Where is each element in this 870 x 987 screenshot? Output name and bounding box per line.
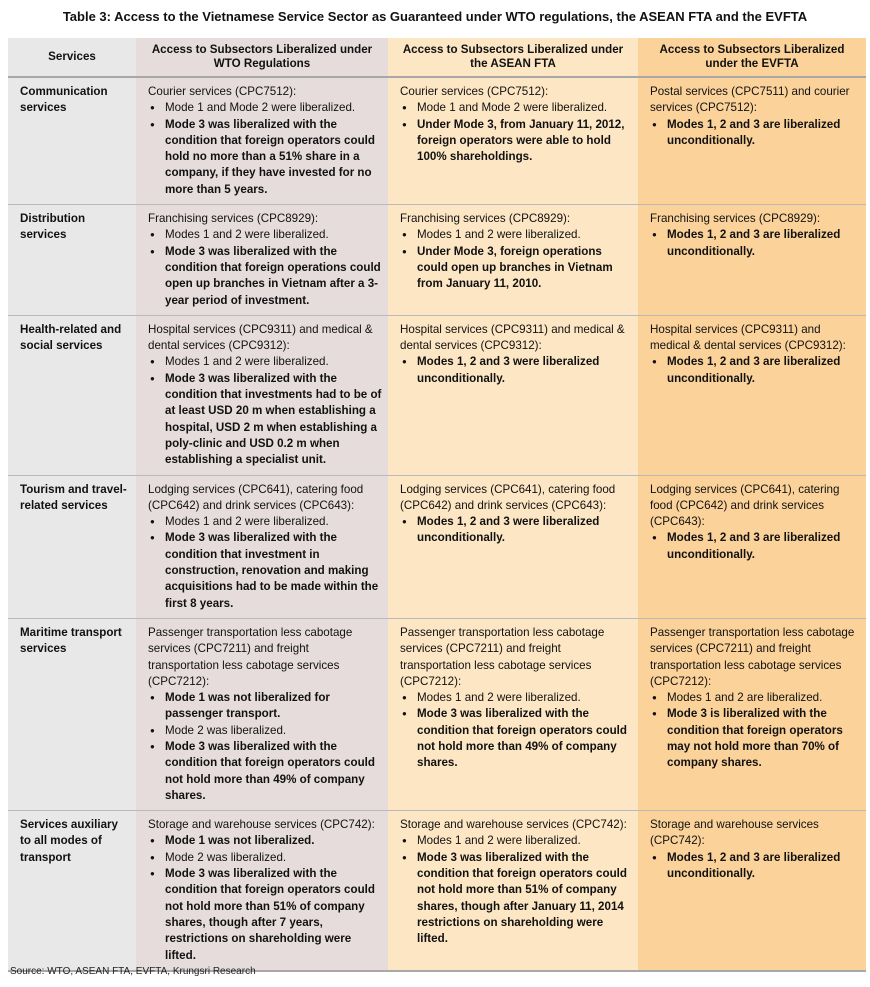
mode-item: ● Modes 1 and 2 were liberalized. (165, 514, 382, 530)
service-name: Maritime transport services (8, 618, 136, 810)
mode-list (400, 690, 632, 771)
evfta-cell (638, 205, 866, 316)
wto-cell (136, 205, 388, 316)
header-asean: Access to Subsectors Liberalized under the ASEAN FTA (388, 38, 638, 77)
table-row (8, 77, 866, 205)
header-services: Services (8, 38, 136, 77)
evfta-cell (638, 315, 866, 475)
asean-cell (388, 475, 638, 618)
mode-item: ● Modes 1 and 2 are liberalized. (667, 690, 860, 706)
service-name: Tourism and travel-related services (8, 475, 136, 618)
service-name: Services auxiliary to all modes of transport (8, 811, 136, 971)
mode-list (400, 100, 632, 165)
mode-item: ● Under Mode 3, from January 11, 2012, foreign operators were able to hold 100% shareholdings. (417, 117, 632, 166)
table-row (8, 205, 866, 316)
mode-item: ● Mode 2 was liberalized. (165, 723, 382, 739)
mode-list (400, 354, 632, 387)
subsector-intro: Lodging services (CPC641), catering food (CPC642) and drink services (CPC643): (400, 482, 616, 512)
mode-item: ● Mode 3 was liberalized with the condition that foreign operators could not hold more than 49% of company shares. (417, 706, 632, 771)
mode-list (400, 833, 632, 947)
mode-list (148, 833, 382, 963)
evfta-cell (638, 77, 866, 205)
mode-list (400, 514, 632, 547)
subsector-intro: Franchising services (CPC8929): (148, 212, 319, 226)
table-row (8, 315, 866, 475)
mode-item: ● Modes 1, 2 and 3 are liberalized unconditionally. (667, 530, 860, 563)
mode-item: ● Modes 1, 2 and 3 were liberalized unconditionally. (417, 514, 632, 547)
mode-list (148, 514, 382, 612)
table-row (8, 618, 866, 810)
table-row (8, 475, 866, 618)
mode-item: ● Modes 1 and 2 were liberalized. (417, 833, 632, 849)
mode-list (650, 850, 860, 883)
subsector-intro: Passenger transportation less cabotage services (CPC7211) and freight transportation less cabotage services (CPC7212): (400, 625, 605, 688)
mode-list (400, 227, 632, 292)
mode-item: ● Modes 1, 2 and 3 are liberalized unconditionally. (667, 117, 860, 150)
service-name: Distribution services (8, 205, 136, 316)
subsector-intro: Hospital services (CPC9311) and medical & dental services (CPC9312): (148, 322, 373, 353)
evfta-cell (638, 811, 866, 971)
subsector-intro: Lodging services (CPC641), catering food (CPC642) and drink services (CPC643): (148, 482, 364, 512)
asean-cell (388, 315, 638, 475)
subsector-intro: Storage and warehouse services (CPC742): (650, 818, 819, 848)
table-body (8, 77, 866, 971)
mode-list (650, 690, 860, 771)
wto-cell (136, 811, 388, 971)
asean-cell (388, 618, 638, 810)
wto-cell (136, 315, 388, 475)
service-name: Health-related and social services (8, 315, 136, 475)
mode-item: ● Modes 1, 2 and 3 are liberalized unconditionally. (667, 227, 860, 260)
mode-item: ● Modes 1 and 2 were liberalized. (165, 227, 382, 243)
mode-item: ● Mode 1 and Mode 2 were liberalized. (165, 100, 382, 116)
header-wto: Access to Subsectors Liberalized under WTO Regulations (136, 38, 388, 77)
mode-list (148, 354, 382, 468)
mode-item: ● Mode 3 was liberalized with the condition that foreign operators could not hold more than 51% of company shares, though after January 11, 2014 restrictions on shareholding were lifted. (417, 850, 632, 948)
mode-item: ● Modes 1, 2 and 3 are liberalized unconditionally. (667, 354, 860, 387)
wto-cell (136, 475, 388, 618)
services-table (8, 38, 866, 972)
mode-item: ● Mode 3 was liberalized with the condition that foreign operators could not hold more than 51% of company shares, though after 7 years, restrictions on shareholding were lifted. (165, 866, 382, 964)
service-name: Communication services (8, 77, 136, 205)
mode-item: ● Mode 3 is liberalized with the condition that foreign operators may not hold more than 70% of company shares. (667, 706, 860, 771)
asean-cell (388, 811, 638, 971)
mode-list (650, 530, 860, 563)
mode-list (650, 354, 860, 387)
header-row (8, 38, 866, 77)
subsector-intro: Courier services (CPC7512): (400, 85, 549, 98)
mode-list (650, 227, 860, 260)
mode-item: ● Mode 1 was not liberalized for passenger transport. (165, 690, 382, 723)
table-title: Table 3: Access to the Vietnamese Service Sector as Guaranteed under WTO regulations, the ASEAN FTA and the EVFTA (62, 9, 808, 24)
mode-list (148, 100, 382, 198)
mode-item: ● Modes 1, 2 and 3 are liberalized unconditionally. (667, 850, 860, 883)
mode-list (148, 227, 382, 308)
mode-item: ● Modes 1 and 2 were liberalized. (417, 227, 632, 243)
subsector-intro: Storage and warehouse services (CPC742): (148, 818, 375, 832)
evfta-cell (638, 618, 866, 810)
mode-item: ● Mode 3 was liberalized with the condition that investment in construction, renovation and making acquisitions had to be made within the first 8 years. (165, 530, 382, 611)
mode-item: ● Mode 3 was liberalized with the condition that foreign operations could open up branches in Vietnam after a 3-year period of investment. (165, 244, 382, 309)
mode-item: ● Mode 3 was liberalized with the condition that foreign operators could hold no more than a 51% share in a company, if they have invested for no more than 5 years. (165, 117, 382, 198)
wto-cell (136, 77, 388, 205)
asean-cell (388, 205, 638, 316)
evfta-cell (638, 475, 866, 618)
mode-item: ● Mode 1 and Mode 2 were liberalized. (417, 100, 632, 116)
subsector-intro: Passenger transportation less cabotage services (CPC7211) and freight transportation less cabotage services (CPC7212): (650, 625, 855, 688)
mode-item: ● Modes 1 and 2 were liberalized. (165, 354, 382, 370)
mode-item: ● Mode 3 was liberalized with the condition that foreign operators could not hold more than 49% of company shares. (165, 739, 382, 804)
source-note: Source: WTO, ASEAN FTA, EVFTA, Krungsri Research (10, 966, 256, 977)
mode-item: ● Mode 1 was not liberalized. (165, 833, 382, 849)
mode-item: ● Modes 1, 2 and 3 were liberalized unconditionally. (417, 354, 632, 387)
subsector-intro: Franchising services (CPC8929): (400, 212, 571, 226)
mode-item: ● Mode 2 was liberalized. (165, 850, 382, 866)
wto-cell (136, 618, 388, 810)
header-evfta: Access to Subsectors Liberalized under the EVFTA (638, 38, 866, 77)
subsector-intro: Passenger transportation less cabotage services (CPC7211) and freight transportation less cabotage services (CPC7212): (148, 625, 353, 688)
subsector-intro: Storage and warehouse services (CPC742): (400, 818, 627, 832)
subsector-intro: Lodging services (CPC641), catering food (CPC642) and drink services (CPC643): (650, 482, 840, 529)
table-row (8, 811, 866, 971)
mode-item: ● Mode 3 was liberalized with the condition that investments had to be of at least USD 20 m when establishing a hospital, USD 2 m when establishing a poly-clinic and USD 0.2 m when establishing a specialist unit. (165, 371, 382, 469)
subsector-intro: Franchising services (CPC8929): (650, 212, 821, 226)
subsector-intro: Hospital services (CPC9311) and medical & dental services (CPC9312): (650, 322, 846, 353)
asean-cell (388, 77, 638, 205)
mode-list (650, 117, 860, 150)
mode-item: ● Under Mode 3, foreign operations could open up branches in Vietnam from January 11, 2010. (417, 244, 632, 293)
subsector-intro: Postal services (CPC7511) and courier services (CPC7512): (650, 85, 850, 115)
mode-list (148, 690, 382, 804)
subsector-intro: Courier services (CPC7512): (148, 85, 297, 98)
mode-item: ● Modes 1 and 2 were liberalized. (417, 690, 632, 706)
subsector-intro: Hospital services (CPC9311) and medical & dental services (CPC9312): (400, 322, 625, 353)
